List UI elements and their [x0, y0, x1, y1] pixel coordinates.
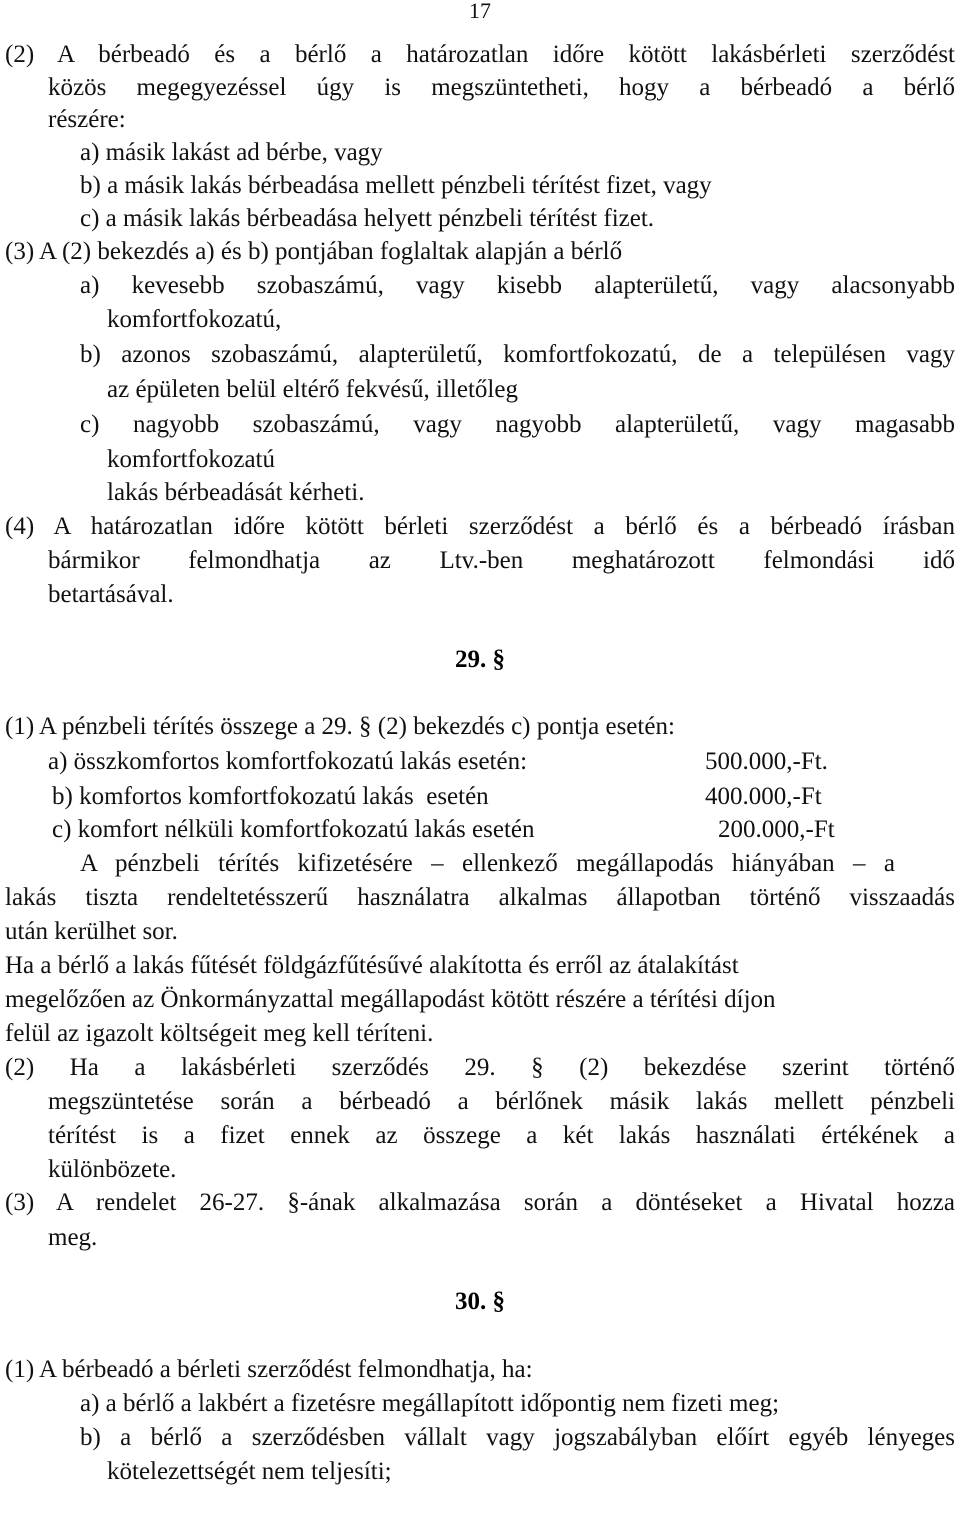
list-item: a) másik lakást ad bérbe, vagy	[80, 139, 383, 166]
list-item: b) azonos szobaszámú, alapterületű, komfortfokozatú, de a településen vagy	[80, 341, 955, 368]
section-heading-29: 29. §	[455, 646, 505, 673]
paragraph-line: meg.	[48, 1224, 98, 1251]
rate-amount: 200.000,-Ft	[718, 816, 835, 843]
paragraph-line: térítést is a fizet ennek az összege a két lakás használati értékének a	[48, 1122, 955, 1149]
paragraph-line: (2) Ha a lakásbérleti szerződés 29. § (2) bekezdése szerint történő	[5, 1054, 955, 1081]
paragraph-line: (3) A (2) bekezdés a) és b) pontjában foglaltak alapján a bérlő	[5, 238, 623, 265]
rate-amount: 500.000,-Ft.	[705, 748, 828, 775]
paragraph-line: megszüntetése során a bérbeadó a bérlőnek másik lakás mellett pénzbeli	[48, 1088, 955, 1115]
paragraph-line: betartásával.	[48, 581, 174, 608]
paragraph-line: különbözete.	[48, 1156, 177, 1183]
list-item-continuation: az épületen belül eltérő fekvésű, illetőleg	[107, 376, 518, 403]
paragraph-closing: lakás bérbeadását kérheti.	[107, 479, 365, 506]
rate-amount: 400.000,-Ft	[705, 783, 822, 810]
paragraph-line: közös megegyezéssel úgy is megszüntetheti, hogy a bérbeadó a bérlő	[48, 74, 955, 101]
list-item-continuation: kötelezettségét nem teljesíti;	[107, 1458, 392, 1485]
list-item: a) kevesebb szobaszámú, vagy kisebb alapterületű, vagy alacsonyabb	[80, 272, 955, 299]
list-item: a) a bérlő a lakbért a fizetésre megállapított időpontig nem fizeti meg;	[80, 1390, 780, 1417]
paragraph-line: Ha a bérlő a lakás fűtését földgázfűtésűvé alakította és erről az átalakítást	[5, 952, 739, 979]
paragraph-line: (1) A bérbeadó a bérleti szerződést felmondhatja, ha:	[5, 1356, 533, 1383]
paragraph-line: bármikor felmondhatja az Ltv.-ben meghatározott felmondási idő	[48, 547, 955, 574]
paragraph-line: (3) A rendelet 26-27. §-ának alkalmazása során a döntéseket a Hivatal hozza	[5, 1189, 955, 1216]
paragraph-line: A pénzbeli térítés kifizetésére – ellenkező megállapodás hiányában – a	[80, 850, 895, 877]
paragraph-line: megelőzően az Önkormányzattal megállapodást kötött részére a térítési díjon	[5, 986, 776, 1013]
paragraph-line: részére:	[48, 106, 126, 133]
list-item: c) a másik lakás bérbeadása helyett pénzbeli térítést fizet.	[80, 205, 655, 232]
paragraph-line: (1) A pénzbeli térítés összege a 29. § (2) bekezdés c) pontja esetén:	[5, 713, 675, 740]
rate-label: b) komfortos komfortfokozatú lakás esetén	[52, 783, 489, 810]
list-item: b) a bérlő a szerződésben vállalt vagy jogszabályban előírt egyéb lényeges	[80, 1424, 955, 1451]
list-item: b) a másik lakás bérbeadása mellett pénzbeli térítést fizet, vagy	[80, 172, 712, 199]
page-number: 17	[469, 0, 491, 23]
paragraph-line: felül az igazolt költségeit meg kell téríteni.	[5, 1020, 434, 1047]
list-item-continuation: komfortfokozatú	[107, 446, 276, 473]
paragraph-line: lakás tiszta rendeltetésszerű használatra alkalmas állapotban történő visszaadás	[5, 884, 955, 911]
rate-label: c) komfort nélküli komfortfokozatú lakás esetén	[52, 816, 535, 843]
list-item-continuation: komfortfokozatú,	[107, 306, 282, 333]
paragraph-line: után kerülhet sor.	[5, 918, 178, 945]
paragraph-line: (4) A határozatlan időre kötött bérleti szerződést a bérlő és a bérbeadó írásban	[5, 513, 955, 540]
section-heading-30: 30. §	[455, 1288, 505, 1315]
rate-label: a) összkomfortos komfortfokozatú lakás esetén:	[48, 748, 528, 775]
paragraph-line: (2) A bérbeadó és a bérlő a határozatlan időre kötött lakásbérleti szerződést	[5, 41, 955, 68]
list-item: c) nagyobb szobaszámú, vagy nagyobb alapterületű, vagy magasabb	[80, 411, 955, 438]
